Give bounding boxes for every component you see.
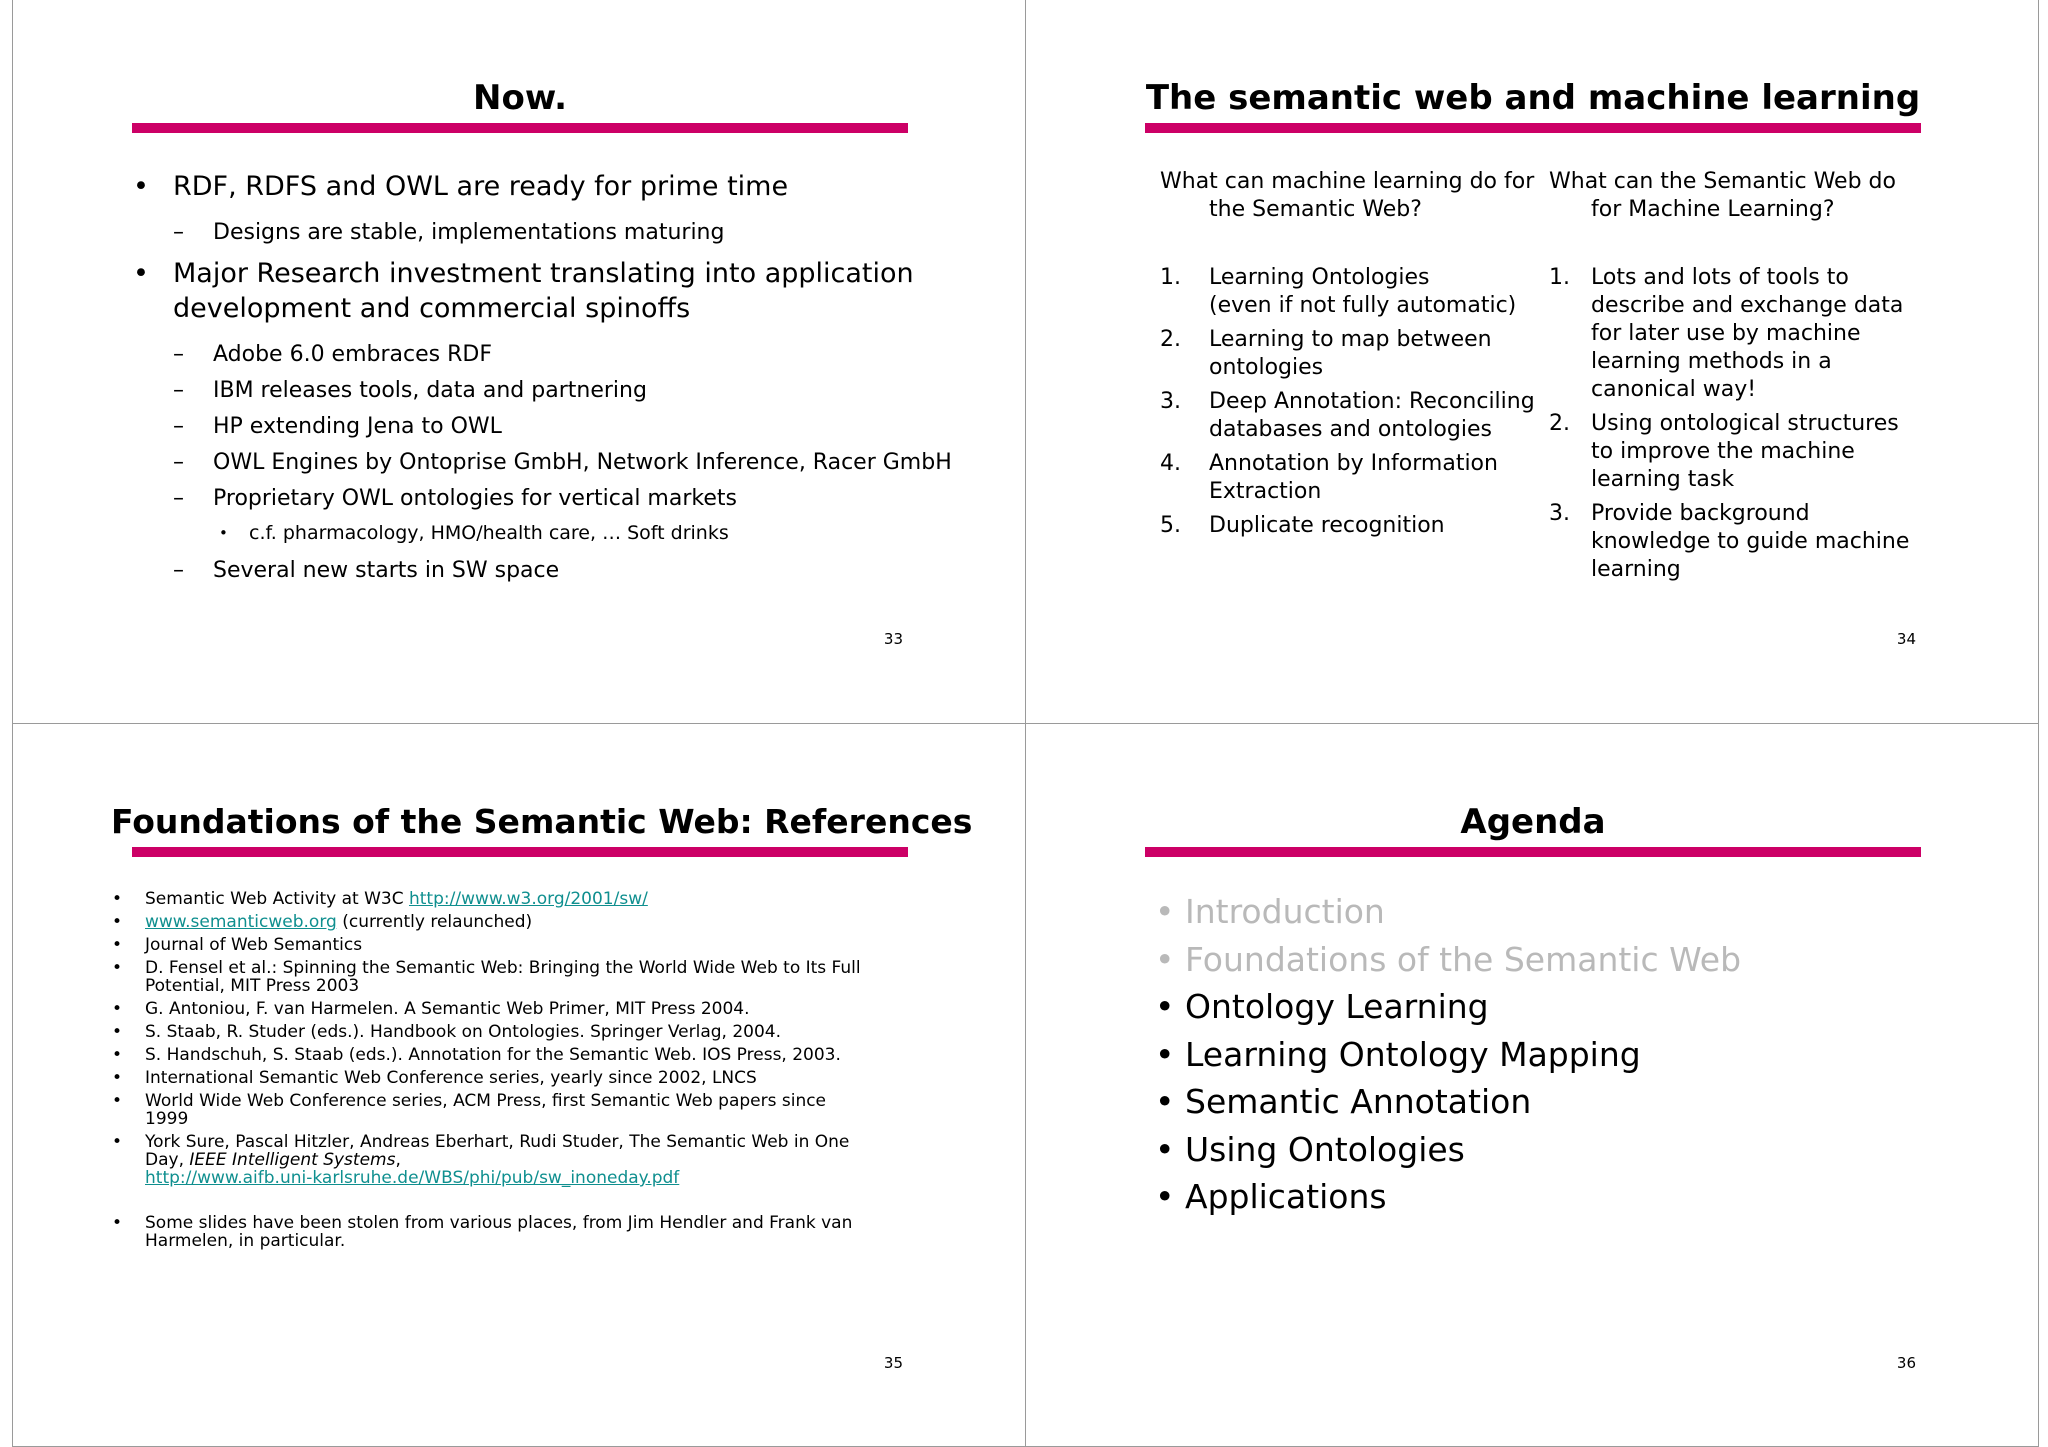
reference-item: • Some slides have been stolen from various places, from Jim Hendler and Frank van (112, 1213, 853, 1233)
bullet-dot-icon: • (112, 935, 123, 955)
reference-item: • www.semanticweb.org (currently relaunched) (112, 912, 533, 932)
bullet-dot-icon: • (1155, 1082, 1175, 1121)
slide-title: Foundations of the Semantic Web: References (111, 802, 973, 841)
title-rule (1145, 847, 1921, 857)
bullet-dot-icon: • (1155, 892, 1175, 931)
column-heading: What can machine learning do for (1160, 169, 1535, 194)
reference-item: • D. Fensel et al.: Spinning the Semantic Web: Bringing the World Wide Web to Its Full (112, 958, 861, 978)
bullet-dot-icon: • (112, 912, 123, 932)
slide-33: Now. • RDF, RDFS and OWL are ready for prime time – Designs are stable, implementations maturing • Major Research investment translating into application development and commercial spinoffs – Adobe 6.0 embraces RDF – IBM releases tools, data and partnering – HP extending Jena to OWL – OWL Engines by Ontoprise GmbH, Network Inference, Racer GmbH – Proprietary OWL ontologies for vertical markets • c.f. pharmacology, HMO/health care, … Soft drinks – Several new starts in SW space 33 (133, 78, 952, 648)
column-heading: What can the Semantic Web do (1549, 169, 1896, 194)
right-column: What can the Semantic Web do for Machine Learning? 1. Lots and lots of tools to describe and exchange data for later use by machine learning methods in a canonical way! 2. Using ontological structures to improve the machine learning task 3. Provide background knowledge to guide machine learning (1549, 169, 1910, 582)
aifb-link[interactable]: http://www.aifb.uni-karlsruhe.de/WBS/phi/pub/sw_inoneday.pdf (145, 1168, 680, 1188)
column-heading: for Machine Learning? (1591, 197, 1835, 222)
reference-item: • S. Handschuh, S. Staab (eds.). Annotation for the Semantic Web. IOS Press, 2003. (112, 1045, 841, 1065)
dash-icon: – (173, 450, 184, 475)
reference-item: • G. Antoniou, F. van Harmelen. A Semantic Web Primer, MIT Press 2004. (112, 999, 750, 1019)
page-number: 36 (1896, 1354, 1916, 1372)
title-rule (132, 123, 908, 133)
slide-34 (1026, 0, 2039, 722)
left-column: What can machine learning do for the Semantic Web? 1. Learning Ontologies (even if not fully automatic) 2. Learning to map between ontologies 3. Deep Annotation: Reconciling databases and ontologies 4. Annotation by Information Extraction 5. Duplicate recognition (1160, 169, 1535, 538)
reference-item-continuation (145, 1169, 679, 1187)
reference-item: • S. Staab, R. Studer (eds.). Handbook on Ontologies. Springer Verlag, 2004. (112, 1022, 782, 1042)
column-heading: the Semantic Web? (1209, 197, 1422, 222)
dash-icon: – (173, 414, 184, 439)
dash-icon: – (173, 486, 184, 511)
bullet-dot-icon: • (1155, 1130, 1175, 1169)
dash-icon: – (173, 558, 184, 583)
w3c-link[interactable]: http://www.w3.org/2001/sw/ (408, 889, 648, 909)
slide-title: Now. (473, 78, 567, 118)
bullet-dot-icon: • (112, 999, 123, 1019)
bullet-dot-icon: • (1155, 1035, 1175, 1074)
slide-title: The semantic web and machine learning (1145, 78, 1921, 118)
reference-item: • World Wide Web Conference series, ACM Press, first Semantic Web papers since (112, 1091, 827, 1111)
reference-item-continuation: 1999 (145, 1109, 189, 1129)
bullet-dot-icon: • (112, 1022, 123, 1042)
reference-item-continuation: Potential, MIT Press 2003 (145, 976, 360, 996)
reference-item-continuation: Day, IEEE Intelligent Systems, (145, 1150, 401, 1170)
bullet-dot-icon: • (133, 171, 149, 202)
dash-icon: – (173, 378, 184, 403)
bullet-dot-icon: • (219, 524, 228, 542)
dash-icon: – (173, 220, 184, 245)
semanticweb-link[interactable]: www.semanticweb.org (145, 912, 337, 932)
reference-item: • International Semantic Web Conference series, yearly since 2002, LNCS (112, 1068, 757, 1088)
bullet-dot-icon: • (1155, 1177, 1175, 1216)
page-number: 33 (883, 630, 903, 648)
slide-35 (13, 724, 1026, 1446)
slide-title: Agenda (1460, 802, 1606, 842)
slide-36: Agenda • Introduction • Foundations of the Semantic Web • Ontology Learning • Learning Ontology Mapping • Semantic Annotation • Using Ontologies • Applications 36 (1026, 724, 2039, 1446)
bullet-dot-icon: • (1155, 987, 1175, 1026)
bullet-dot-icon: • (112, 1068, 123, 1088)
reference-item-continuation: Harmelen, in particular. (145, 1231, 346, 1251)
reference-item: • Semantic Web Activity at W3C http://www.w3.org/2001/sw/ (112, 889, 648, 909)
page-number: 35 (883, 1354, 903, 1372)
bullet-dot-icon: • (112, 958, 123, 978)
dash-icon: – (173, 342, 184, 367)
bullet-dot-icon: • (112, 889, 123, 909)
page-number: 34 (1896, 630, 1916, 648)
bullet-dot-icon: • (1155, 940, 1175, 979)
title-rule (1145, 123, 1921, 133)
bullet-dot-icon: • (112, 1091, 123, 1111)
bullet-dot-icon: • (112, 1213, 123, 1233)
reference-item: • Journal of Web Semantics (112, 935, 363, 955)
bullet-dot-icon: • (112, 1132, 123, 1152)
reference-item: • York Sure, Pascal Hitzler, Andreas Eberhart, Rudi Studer, The Semantic Web in One (112, 1132, 850, 1152)
bullet-dot-icon: • (112, 1045, 123, 1065)
title-rule (132, 847, 908, 857)
bullet-dot-icon: • (133, 258, 149, 289)
